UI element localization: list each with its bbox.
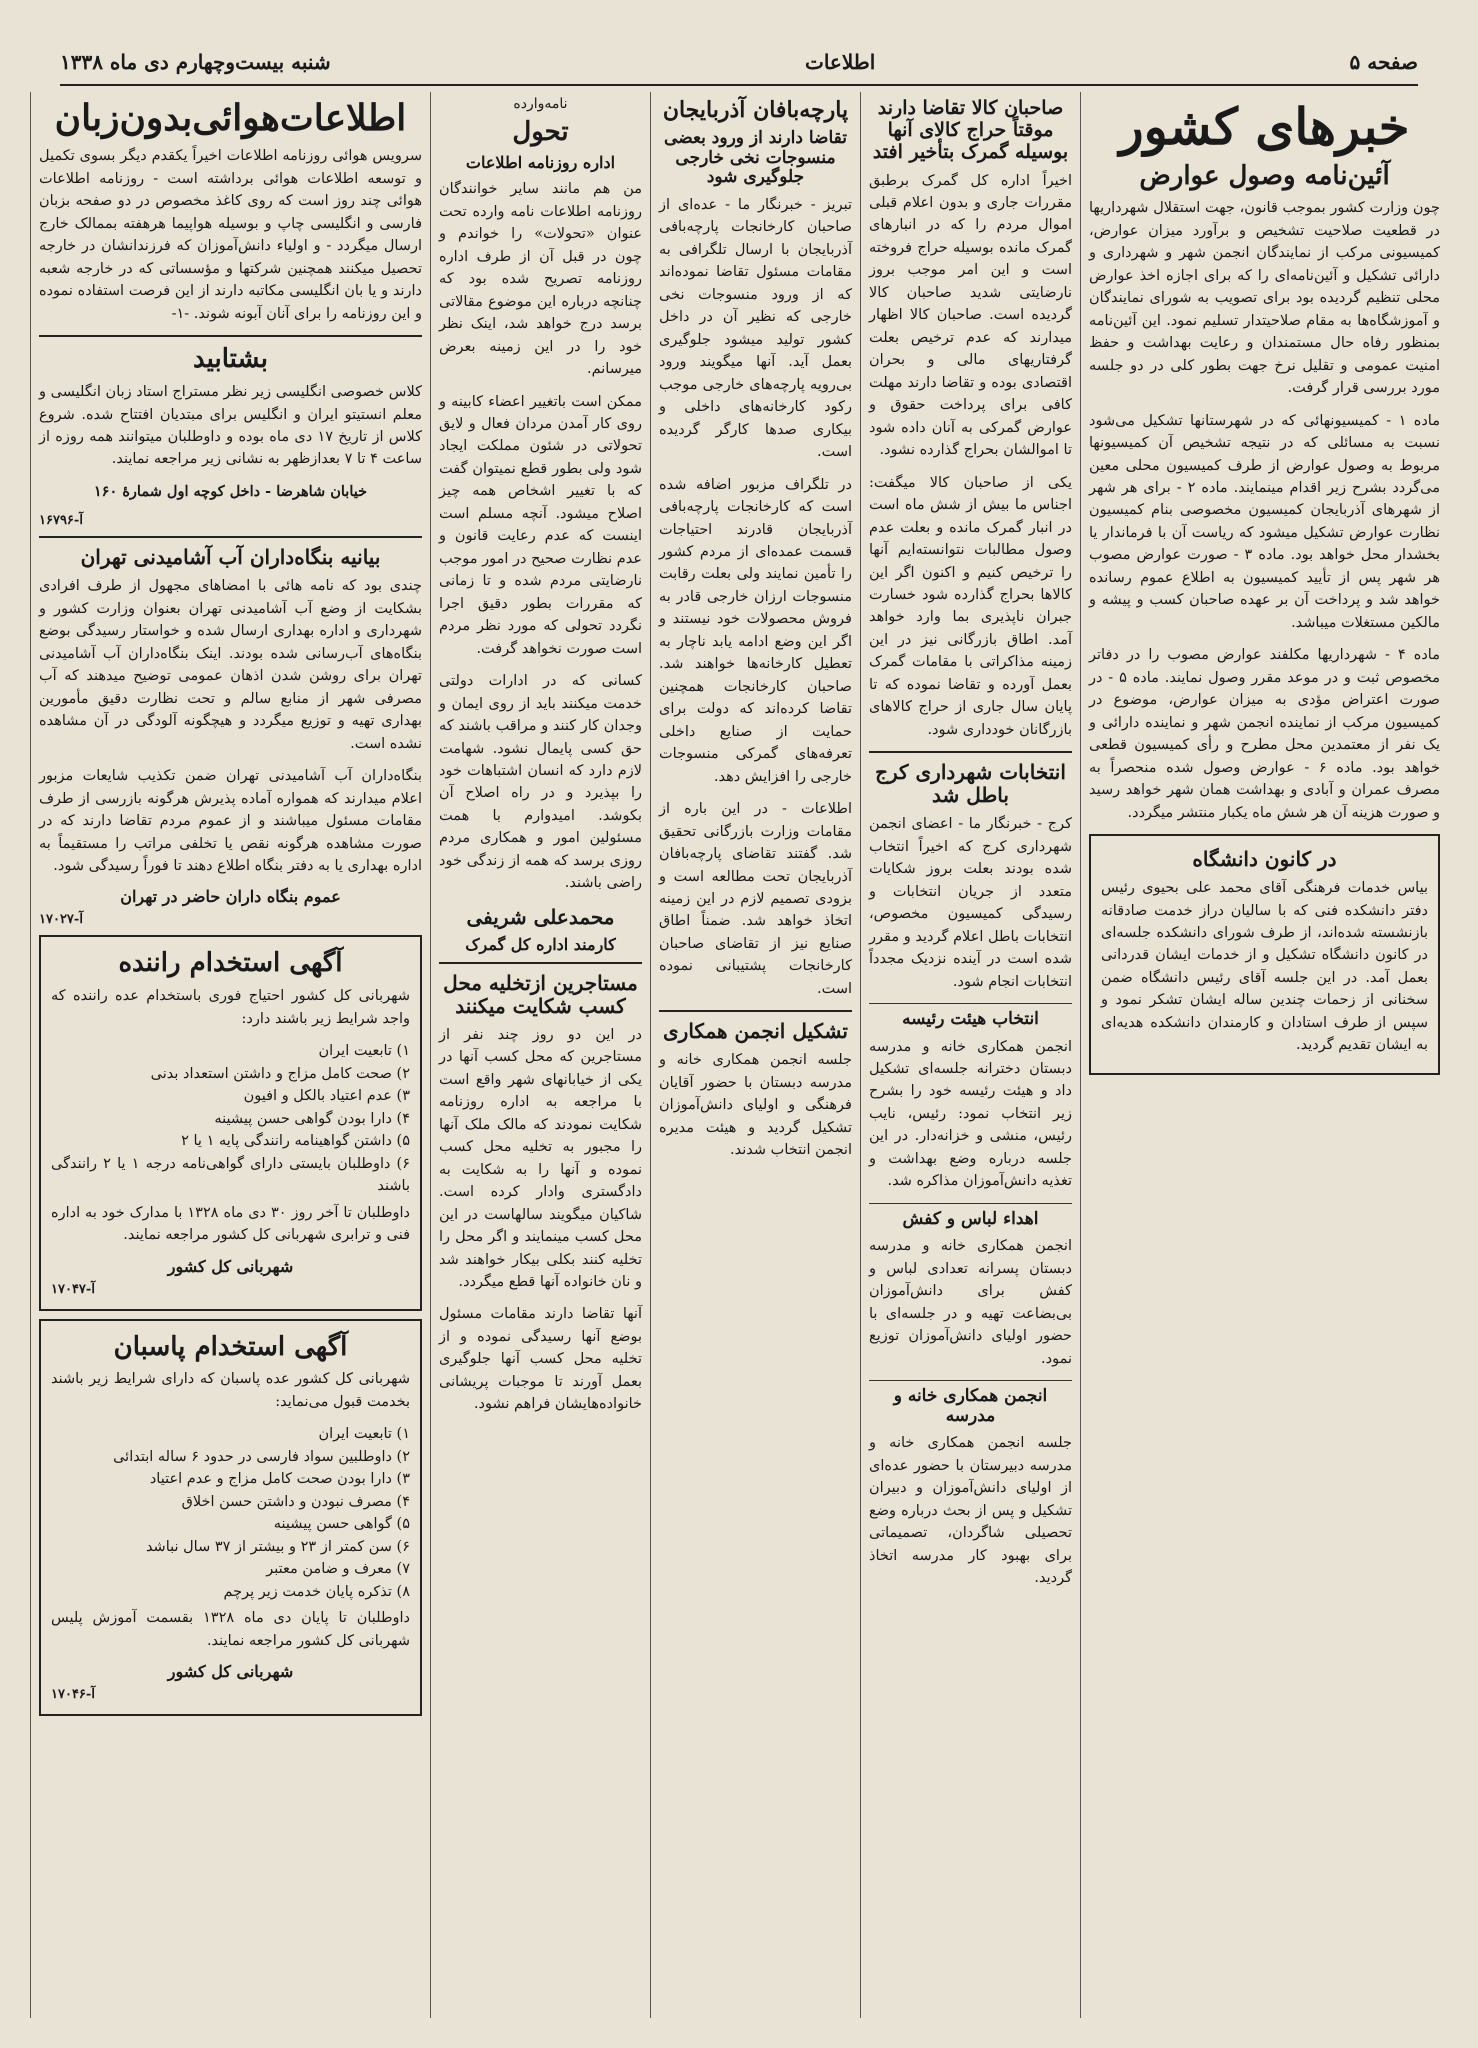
police-ad-footer: داوطلبان تا پایان دی ماه ۱۳۲۸ بقسمت آموزش پلیس شهربانی کل کشور مراجعه نمایند. [51, 1610, 410, 1649]
customs-headline: صاحبان کالا تقاضا دارند موقتاً حراج کالای آنها بوسیله گمرک بتأخیر افتد [872, 97, 1069, 163]
list-item: ۳) دارا بودن صحت کامل مزاج و عدم اعتیاد [149, 1471, 410, 1488]
driver-ad-title: آگهی استخدام راننده [118, 948, 343, 979]
textiles-subhead: تقاضا دارند از ورود بعضی منسوجات نخی خارجی جلوگیری شود [664, 128, 847, 188]
police-hiring-ad [39, 1319, 422, 1717]
divider [869, 751, 1072, 753]
ad-number: آ-۱۷۰۲۷ [39, 912, 83, 928]
issue-date: شنبه بیست‌وچهارم دی ماه ۱۳۳۸ [60, 50, 331, 74]
letter-headline: تحول [512, 117, 569, 147]
national-news-headline: خبرهای کشور [1119, 97, 1410, 156]
water-statement-headline: بیانیه بنگاه‌داران آب آشامیدنی تهران [80, 545, 381, 570]
tax-bylaw-body: چون وزارت کشور بموجب قانون، جهت استقلال شهرداریها در قطعیت صلاحیت تشخیص و برآورد میزان عوارض، کمیسیونی مرکب از نمایندگان انجمن شهر و شهرداری و دارائی تشکیل و آئین‌نامه‌ای را که برای اجازه اخذ عوارض محلی تنظیم گردیده بود برای تصویب به شورای نمایندگان و آموزشگاه‌ها به مقام صلاحیتدار تسلیم نمود. این آئین‌نامه بمنظور رفاه حال مستمندان و رعایت بهداشت و حفظ امنیت عمومی و تقلیل نرخ جهت بطور کلی در دو جلسه مورد بررسی قرار گرفت. [1089, 200, 1440, 397]
list-item: ۴) دارا بودن گواهی حسن پیشینه [214, 1110, 410, 1127]
textiles-body: تبریز - خبرنگار ما - عده‌ای از صاحبان کارخانجات پارچه‌بافی آذربایجان با ارسال تلگرافی به مقامات مسئول تقاضا نموده‌اند که از ورود منسوجات نخی خارجی که نظیر آن در داخل کشور تولید میشود جلوگیری بعمل آید. آنها میگویند ورود بی‌رویه پارچه‌های خارجی موجب رکود کارخانه‌های داخلی و بیکاری صدها کارگر گردیده است. [659, 196, 852, 461]
list-item: ۱) تابعیت ایران [318, 1043, 410, 1060]
customs-body: اخیراً اداره کل گمرک برطبق مقررات جاری و بدون اعلام قبلی اموال مردم را که در انبارهای گمرک مانده بوسیله حراج فروخته است و این امر موجب بروز نارضایتی شدید صاحبان کالا گردیده است. صاحبان کالا اظهار میدارند که عدم ترخیص بعلت گرفتاریهای مالی و بحران اقتصادی بوده و تقاضا دارند مهلت کافی برای پرداخت حقوق و عوارض گمرکی به آنان داده شود تا اموالشان بحراج گذارده نشود. [869, 172, 1072, 459]
board-election-body: انجمن همکاری خانه و مدرسه دبستان دخترانه جلسه‌ای تشکیل داد و هیئت رئیسه خود را بشرح زیر انتخاب نمود: رئیس، نایب رئیس، منشی و خزانه‌دار. در این جلسه درباره وضع بهداشت و تغذیه دانش‌آموزان مذاکره شد. [869, 1038, 1072, 1190]
police-ad-signature: شهربانی کل کشور [167, 1662, 294, 1682]
driver-ad-footer: داوطلبان تا آخر روز ۳۰ دی ماه ۱۳۲۸ با مدارک خود به اداره فنی و ترابری شهربانی کل کشور مراجعه نمایند. [51, 1204, 410, 1244]
textiles-headline: پارچه‌بافان آذربایجان [662, 97, 849, 123]
letter-body-3: کسانی که در ادارات دولتی خدمت میکنند باید از روی ایمان و وجدان کار کنند و مراقب باشند که حق کسی پایمال نشود. شهامت لازم دارد که انسان اشتباهات خود را بپذیرد و در راه اصلاح آن بکوشد. امیدوارم با همت مسئولین امور و همکاری مردم روزی برسد که همه از زندگی خود راضی باشند. [439, 673, 642, 892]
ad-number: آ-۱۷۰۴۶ [51, 1687, 95, 1703]
column-national-news [1080, 92, 1448, 2018]
letter-signature: محمدعلی شریفی [466, 904, 615, 929]
list-item: ۵) گواهی حسن پیشینه [273, 1516, 410, 1533]
letter-addressee: اداره روزنامه اطلاعات [465, 152, 616, 172]
tenants-body-2: آنها تقاضا دارند مقامات مسئول بوضع آنها رسیدگی نموده و از تخلیه محل کسب آنها جلوگیری بعمل آورند تا موجبات پریشانی خانواده‌هایشان فراهم نشود. [439, 1306, 642, 1413]
list-item: ۸) تذکره پایان خدمت زیر پرچم [223, 1583, 410, 1600]
clothes-donation-body: انجمن همکاری خانه و مدرسه دبستان پسرانه تعدادی لباس و کفش برای دانش‌آموزان بی‌بضاعت تهیه و در جلسه‌ای با حضور اولیای دانش‌آموزان توزیع نمود. [869, 1238, 1072, 1367]
divider [869, 1380, 1072, 1381]
letter-body: من هم مانند سایر خوانندگان روزنامه اطلاعات نامه وارده تحت عنوان «تحولات» را خواندم و چون در قبل آن از طرف اداره روزنامه تصریح شده بود که چنانچه درباره این موضوع مقالاتی برسد درج خواهد شد، اینک نظر خود را در این زمینه بعرض میرسانم. [439, 181, 642, 378]
list-item: ۶) داوطلبان بایستی دارای گواهی‌نامه درجه ۱ یا ۲ رانندگی باشند [51, 1155, 411, 1195]
air-news-headline: اطلاعات‌هوائی‌بدون‌زبان [54, 97, 407, 139]
tax-bylaw-body-2: ماده ۱ - کمیسیونهائی که در شهرستانها تشکیل می‌شود نسبت به مسائلی که در نتیجه تشخیص آن کمیسیونها مربوط به وصول عوارض از طرف کمیسیون محلی معین می‌گردد بشرح زیر اقدام مینمایند. ماده ۲ - برای هر شهر از شهرهای آذربایجان کمیسیون مخصوصی بنام کمیسیون نظارت عوارض تشکیل میشود که ریاست آن با فرماندار یا بخشدار محل خواهد بود. ماده ۳ - صورت عوارض مصوب هر شهر پس از تأیید کمیسیون به اطلاع عموم رسانده خواهد شد و پرداخت آن بر عهده صاحبان کسب و پیشه و مالکین مستغلات میباشد. [1089, 412, 1440, 631]
association-body: جلسه انجمن همکاری خانه و مدرسه دبستان با حضور آقایان فرهنگی و اولیای دانش‌آموزان تشکیل گردید و هیئت مدیره انجمن انتخاب شدند. [659, 1052, 852, 1159]
customs-body-2: یکی از صاحبان کالا میگفت: اجناس ما بیش از شش ماه است در انبار گمرک مانده و بعلت عدم وصول مطالبات نتوانسته‌ایم آنها را ترخیص کنیم و اکنون اگر این کالاها بحراج گذارده شود خسارت جبران ناپذیری بما وارد خواهد آمد. اطاق بازرگانی نیز در این زمینه مذاکراتی با مقامات گمرک بعمل آورده و تقاضا نموده که تا پایان سال جاری از حراج کالاهای بازرگانان خودداری شود. [869, 474, 1072, 738]
water-statement-signature: عموم بنگاه داران حاضر در تهران [120, 887, 341, 907]
column-air-news [30, 92, 430, 2018]
tax-bylaw-subhead: آئین‌نامه وصول عوارض [1139, 160, 1390, 191]
masthead [60, 40, 1418, 86]
column-customs [860, 92, 1080, 2018]
divider [39, 335, 422, 337]
divider [439, 962, 642, 964]
association-headline: تشکیل انجمن همکاری [663, 1019, 848, 1044]
home-school-body: جلسه انجمن همکاری خانه و مدرسه دبیرستان با حضور عده‌ای از اولیای دانش‌آموزان و دبیران تشکیل و پس از بحث درباره وضع تحصیلی شاگردان، تصمیماتی برای بهبود کار مدرسه اتخاذ گردید. [869, 1435, 1072, 1587]
list-item: ۷) معرف و ضامن معتبر [266, 1561, 410, 1578]
police-ad-intro: شهربانی کل کشور عده پاسبان که دارای شرایط زیر باشند بخدمت قبول می‌نماید: [51, 1371, 410, 1410]
university-notice-title: در کانون دانشگاه [1192, 847, 1337, 872]
divider [659, 1010, 852, 1012]
letters-kicker: نامه‌وارده [513, 96, 568, 112]
tenants-body: در این دو روز چند نفر از مستاجرین که محل کسب آنها در یکی از خیابانهای شهر واقع است با مراجعه به اداره روزنامه شکایت نمودند که مالک ملک آنها را مجبور به تخلیه محل کسب نموده و آنها را به شکایت به دادگستری وادار کرده است. شاکیان میگویند سالهاست در این محل کسب مینمایند و اگر محل را تخلیه کنند بکلی بیکار خواهند شد و نان خانواده آنها قطع میگردد. [439, 1026, 642, 1290]
water-statement-body-2: بنگاه‌داران آب آشامیدنی تهران ضمن تکذیب شایعات مزبور اعلام میدارند که همواره آماده پذیرش هرگونه بازرسی از طرف مقامات مسئول میباشند و از عموم مردم تقاضا دارند که در صورت مشاهده هرگونه نقص یا تخلفی مراتب را مستقیماً به اداره بهداری یا به دفتر بنگاه اطلاع دهند تا فوراً رسیدگی شود. [39, 768, 422, 874]
letter-signature-title: کارمند اداره کل گمرک [465, 934, 616, 954]
police-ad-title: آگهی استخدام پاسبان [113, 1331, 348, 1362]
list-item: ۲) صحت کامل مزاج و داشتن استعداد بدنی [150, 1065, 410, 1082]
letter-body-2: ممکن است باتغییر اعضاء کابینه و روی کار آمدن مردان فعال و لایق تحولاتی در شئون مملکت ایجاد شود ولی بطور قطع نمیتوان گفت که با تغییر اشخاص همه چیز اصلاح میشود. آنچه مسلم است اینست که عدم رعایت قانون و عدم نظارت صحیح در امور موجب نارضایتی مردم شده و تا زمانی که مقررات بطور دقیق اجرا نگردد تحولی که مورد نظر مردم است صورت نخواهد گرفت. [439, 393, 642, 657]
english-class-ad-address: خیابان شاهرضا - داخل کوچه اول شمارهٔ ۱۶۰ [93, 482, 368, 500]
english-class-ad-title: بشتابید [193, 344, 268, 375]
textiles-body-2: در تلگراف مزبور اضافه شده است که کارخانجات پارچه‌بافی آذربایجان قادرند احتیاجات قسمت عمده‌ای از مردم کشور را تأمین نمایند ولی بعلت رقابت منسوجات ارزان خارجی قادر به فروش محصولات خود نیستند و اگر این وضع ادامه یابد ناچار به تعطیل کارخانه‌ها خواهند شد. صاحبان کارخانجات همچنین تقاضا کرده‌اند که دولت برای حمایت از صنایع داخلی تعرفه‌های گمرکی منسوجات خارجی را افزایش دهد. [659, 476, 852, 785]
tenants-headline: مستاجرین ازتخلیه محل کسب شکایت میکنند [443, 970, 638, 1018]
list-item: ۳) عدم اعتیاد بالکل و افیون [243, 1088, 410, 1105]
ad-number: آ-۱۷۰۴۷ [51, 1281, 95, 1297]
divider [869, 1003, 1072, 1004]
divider [39, 536, 422, 538]
list-item: ۴) مصرف نبودن و داشتن حسن اخلاق [181, 1493, 410, 1510]
driver-ad-intro: شهربانی کل کشور احتیاج فوری باستخدام عده راننده که واجد شرایط زیر باشند دارد: [51, 988, 410, 1027]
list-item: ۵) داشتن گواهینامه رانندگی پایه ۱ یا ۲ [181, 1133, 410, 1150]
board-election-headline: انتخاب هیئت رئیسه [902, 1009, 1039, 1029]
water-statement-body: چندی بود که نامه هائی با امضاهای مجهول از طرف افرادی بشکایت از وضع آب آشامیدنی تهران بعنوان وزارت کشور و شهرداری و اداره بهداری ارسال شده و خواستار رسیدگی بوضع بنگاه‌های آب‌رسانی شده بودند. اینک بنگاه‌داران آب آشامیدنی تهران برای روشن شدن اذهان عمومی توضیح میدهند که آب مصرفی شهر از منابع سالم و تحت نظارت دقیق مأمورین بهداری تهیه و توزیع میگردد و هیچگونه آلودگی در آن مشاهده نشده است. [39, 578, 422, 752]
clothes-donation-headline: اهداء لباس و کفش [902, 1208, 1039, 1229]
page-number: صفحه ۵ [1349, 50, 1418, 74]
divider [869, 1203, 1072, 1204]
list-item: ۲) داوطلبین سواد فارسی در حدود ۶ ساله ابتدائی [113, 1448, 410, 1465]
karaj-election-body: کرج - خبرنگار ما - اعضای انجمن شهرداری کرج که اخیراً انتخاب شده بودند بعلت بروز شکایات متعدد از جریان انتخابات و رسیدگی کمیسیون مخصوص، انتخابات باطل اعلام گردید و مقرر شده است در آینده نزدیک مجدداً انتخابات انجام شود. [869, 816, 1072, 990]
english-class-ad-body: کلاس خصوصی انگلیسی زیر نظر مستراج استاد زبان انگلیسی و معلم انستیتو ایران و انگلیس برای مبتدیان افتتاح شده. شروع کلاس از تاریخ ۱۷ دی ماه بوده و داوطلبان میتوانند همه روزه از ساعت ۴ تا ۷ بعدازظهر به نشانی زیر مراجعه نمایند. [39, 384, 423, 468]
driver-hiring-ad [39, 935, 422, 1310]
university-notice-body: بیاس خدمات فرهنگی آقای محمد علی بحیوی رئیس دفتر دانشکده فنی که با سالیان دراز خدمت صادقانه بازنشسته شده‌اند، از طرف شورای دانشکده جلسه‌ای در کانون دانشگاه تشکیل و از خدمات ایشان قدردانی بعمل آمد. در این جلسه آقای رئیس دانشگاه ضمن سخنانی از زحمات چندین ساله ایشان تشکر نمود و سپس از طرف استادان و کارمندان دانشکده هدیه‌ای به ایشان تقدیم گردید. [1101, 880, 1428, 1054]
column-textiles [650, 92, 860, 2018]
list-item: ۱) تابعیت ایران [318, 1426, 410, 1443]
list-item: ۶) سن کمتر از ۲۳ و بیشتر از ۳۷ سال نباشد [145, 1538, 410, 1555]
column-letters [430, 92, 650, 2018]
driver-ad-signature: شهربانی کل کشور [167, 1256, 294, 1276]
ad-number: آ-۱۶۷۹۶ [39, 513, 83, 529]
paper-name: اطلاعات [804, 50, 876, 74]
textiles-body-3: اطلاعات - در این باره از مقامات وزارت بازرگانی تحقیق شد. گفتند تقاضای پارچه‌بافان آذربایجان تحت مطالعه است و بزودی تصمیم لازم در این زمینه اتخاذ خواهد شد. ضمناً اطاق صنایع نیز از تقاضای صاحبان کارخانجات پشتیبانی نموده است. [659, 801, 852, 997]
home-school-headline: انجمن همکاری خانه و مدرسه [893, 1386, 1048, 1426]
university-notice-box [1089, 834, 1440, 1075]
karaj-election-headline: انتخابات شهرداری کرج باطل شد [875, 760, 1066, 808]
air-news-body: سرویس هوائی روزنامه اطلاعات اخیراً یکقدم دیگر بسوی تکمیل و توسعه اطلاعات هوائی برداشته است - روزنامه اطلاعات هوائی چند روز است که روی کاغذ مخصوص در دو صفحه بزبان فارسی و انگلیسی چاپ و بوسیله هواپیما هرهفته بممالک خارج ارسال میگردد - و اولیاء دانش‌آموزان که فرزندانشان در خارجه تحصیل میکنند همچنین شرکتها و مؤسساتی که در خارجه شعبه دارند و یا بان انگلیسی مکاتبه دارند از این فرصت استفاده نموده و این روزنامه را برای آنان آبونه شوند. -۱- [39, 148, 422, 322]
tax-bylaw-body-3: ماده ۴ - شهرداریها مکلفند عوارض مصوب را در دفاتر مخصوص ثبت و در موعد مقرر وصول نمایند. ماده ۵ - در صورت اعتراض مؤدی به میزان عوارض، موضوع در کمیسیون مرکب از نماینده انجمن شهر و نماینده دارائی و یک نفر از معتمدین محل مطرح و رأی کمیسیون قطعی خواهد بود. ماده ۶ - عوارض وصول شده منحصراً به مصرف عمران و آبادی و بهداشت همان شهر خواهد رسید و صورت هزینه آن هر شش ماه یکبار منتشر میگردد. [1089, 647, 1440, 821]
